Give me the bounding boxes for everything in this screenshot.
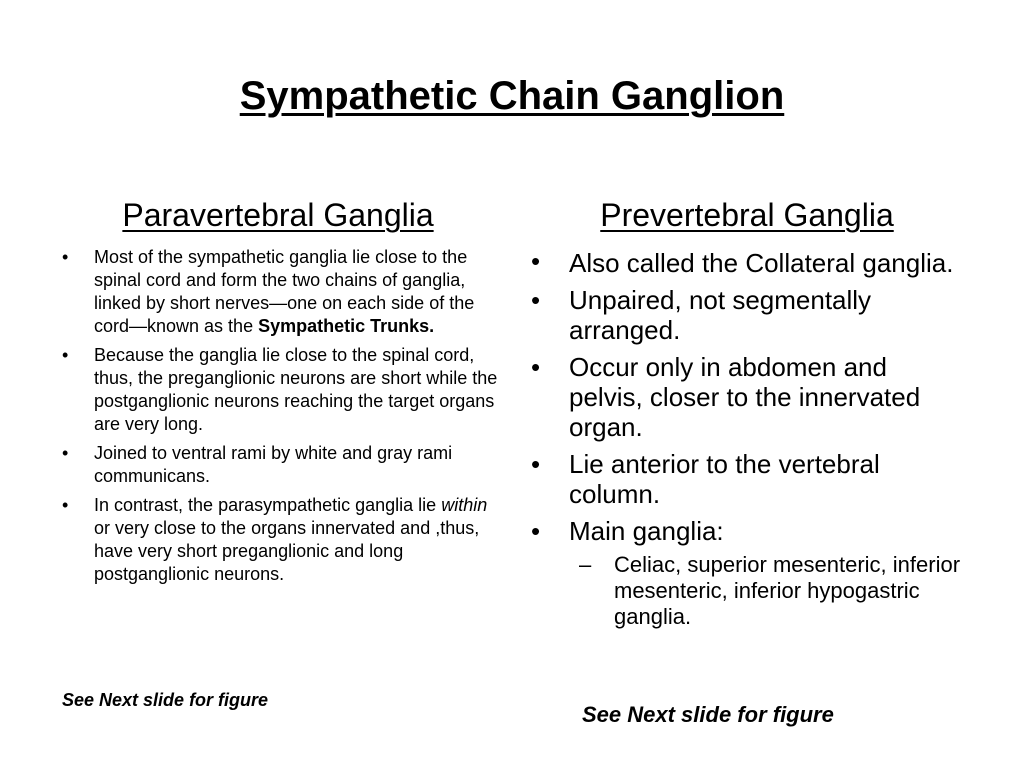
bullet-glyph: • — [531, 449, 541, 479]
left-bullet-3-text: Joined to ventral rami by white and gray rami communicans. — [94, 443, 453, 486]
slide-title-text: Sympathetic Chain Ganglion — [239, 74, 785, 118]
dash-glyph: – — [579, 552, 592, 577]
left-see-next-note: See Next slide for figure — [62, 690, 269, 710]
left-bullet-2-text: Because the ganglia lie close to the spinal cord, thus, the preganglionic neurons are short while the postganglionic neurons reaching the target organs are very long. — [94, 345, 498, 434]
right-bullet-3-text: Occur only in abdomen and pelvis, closer to the innervated organ. — [569, 352, 921, 442]
bullet-glyph: • — [531, 246, 541, 276]
right-bullet-item-2 — [527, 285, 967, 345]
right-bullet-2-text: Unpaired, not segmentally arranged. — [569, 285, 872, 345]
sub-bullet-1-text: Celiac, superior mesenteric, inferior mesenteric, inferior hypogastric ganglia. — [614, 552, 961, 629]
within-term: within — [441, 495, 488, 515]
right-bullet-1-text: Also called the Collateral ganglia. — [569, 248, 954, 278]
bullet-glyph: • — [62, 345, 69, 365]
right-bullet-item-1 — [527, 246, 967, 278]
bullet-glyph: • — [531, 516, 541, 546]
slide-title — [0, 68, 1024, 124]
right-column-heading — [527, 193, 967, 237]
right-bullet-item-4 — [527, 449, 967, 509]
bullet-glyph: • — [531, 352, 541, 382]
main-ganglia-sub-list — [569, 552, 967, 630]
right-bullet-item-3 — [527, 352, 967, 442]
left-bullet-4-text-before: In contrast, the parasympathetic ganglia lie — [94, 495, 442, 515]
left-column-bullet-list — [58, 246, 503, 592]
left-bullet-item-2 — [58, 344, 503, 436]
left-column-heading — [58, 193, 498, 237]
left-bullet-1-text: Most of the sympathetic ganglia lie close to the spinal cord and form the two chains of ganglia, linked by short nerves—one on each side of the cord—known as the — [94, 247, 475, 336]
left-bullet-item-1 — [58, 246, 503, 338]
right-bullet-item-5 — [527, 516, 967, 630]
bullet-glyph: • — [62, 247, 69, 267]
bullet-glyph: • — [531, 285, 541, 315]
right-see-next-note: See Next slide for figure — [582, 702, 834, 727]
bullet-glyph: • — [62, 443, 69, 463]
sympathetic-trunks-term: Sympathetic Trunks. — [258, 316, 435, 336]
left-bullet-item-3 — [58, 442, 503, 488]
left-bullet-item-4 — [58, 494, 503, 586]
bullet-glyph: • — [62, 495, 69, 515]
sub-bullet-item-1 — [569, 552, 967, 630]
left-bullet-4-text-after: or very close to the organs innervated and ,thus, have very short preganglionic and long postganglionic neurons. — [94, 518, 480, 584]
right-bullet-5-text: Main ganglia: — [569, 516, 724, 546]
right-bullet-4-text: Lie anterior to the vertebral column. — [569, 449, 880, 509]
left-column-heading-text: Paravertebral Ganglia — [122, 197, 434, 233]
right-column-bullet-list — [527, 246, 967, 637]
right-column-heading-text: Prevertebral Ganglia — [600, 197, 894, 233]
